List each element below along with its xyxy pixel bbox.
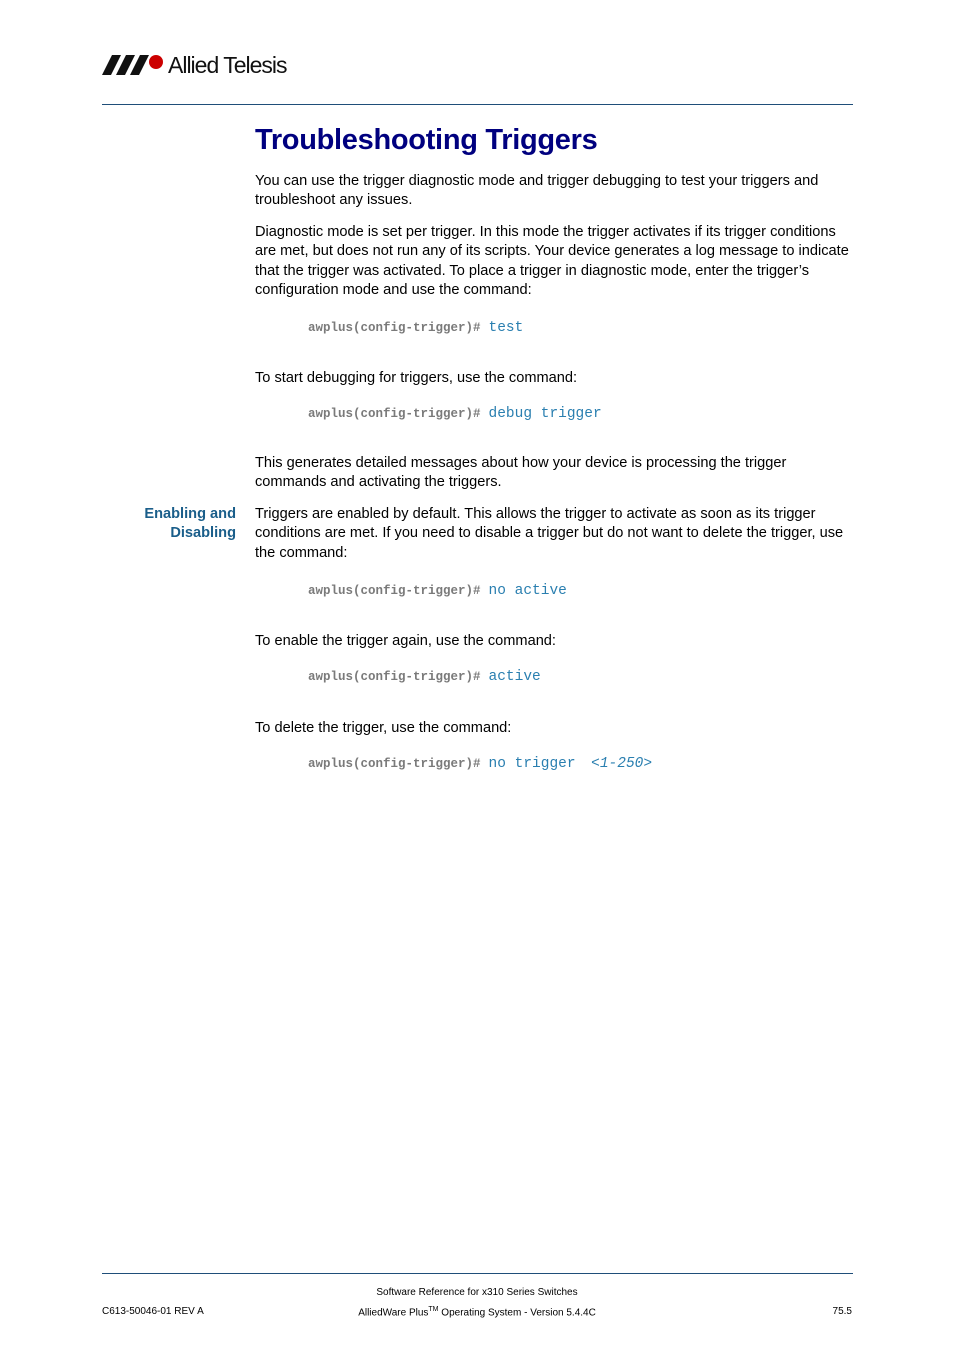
- code-prompt: awplus(config-trigger)#: [308, 670, 481, 684]
- trademark: TM: [428, 1306, 439, 1313]
- footer-doc-title: Software Reference for x310 Series Switches: [376, 1287, 578, 1298]
- enabling-paragraph: Triggers are enabled by default. This allows the trigger to activate as soon as its trigger conditions are met. If you need to disable a trigger but do not want to delete the trigger, use the command:: [255, 506, 844, 561]
- intro-paragraph: You can use the trigger diagnostic mode and trigger debugging to test your triggers and troubleshoot any issues.: [255, 173, 819, 209]
- code-command: active: [488, 669, 541, 685]
- footer-doc-id: C613-50046-01 REV A: [102, 1306, 204, 1317]
- header-rule: [102, 104, 853, 105]
- enable-again-paragraph: To enable the trigger again, use the command:: [255, 633, 556, 649]
- code-prompt: awplus(config-trigger)#: [308, 584, 481, 598]
- debug-detail-paragraph: This generates detailed messages about how your device is processing the trigger commands and activating the triggers.: [255, 455, 787, 491]
- debug-paragraph: To start debugging for triggers, use the command:: [255, 370, 578, 386]
- side-heading-enabling: Enabling and Disabling: [144, 506, 236, 542]
- code-prompt: awplus(config-trigger)#: [308, 407, 481, 421]
- code-line-no-trigger: [308, 754, 652, 772]
- delete-paragraph: To delete the trigger, use the command:: [255, 720, 512, 736]
- diagnostic-paragraph: Diagnostic mode is set per trigger. In this mode the trigger activates if its trigger conditions are met, but does not run any of its scripts. Your device generates a log message to indicate that the trigger was activated. To place a trigger in diagnostic mode, enter the trigger’s configuration mode and use the command:: [255, 224, 849, 299]
- code-prompt: awplus(config-trigger)#: [308, 757, 481, 771]
- allied-telesis-logo: [102, 52, 287, 78]
- code-command: test: [488, 320, 524, 336]
- footer-rule: [102, 1273, 853, 1274]
- footer-os-version: [277, 1306, 677, 1318]
- code-prompt: awplus(config-trigger)#: [308, 321, 481, 335]
- code-line-no-active: [308, 581, 567, 599]
- code-line-test: [308, 318, 523, 336]
- code-command: no trigger: [488, 756, 576, 772]
- footer-product: AlliedWare Plus: [358, 1307, 429, 1319]
- code-line-active: [308, 667, 541, 685]
- code-command: debug trigger: [488, 406, 602, 422]
- page-number: 75.5: [832, 1306, 852, 1317]
- code-line-debug: [308, 404, 602, 422]
- logo-mark-icon: [102, 54, 164, 76]
- page-title: Troubleshooting Triggers: [255, 124, 598, 156]
- code-command: no active: [488, 583, 567, 599]
- code-argument: <1-250>: [591, 756, 653, 772]
- footer-version: Operating System - Version 5.4.4C: [438, 1307, 596, 1319]
- logo-wordmark: Allied Telesis: [168, 52, 287, 78]
